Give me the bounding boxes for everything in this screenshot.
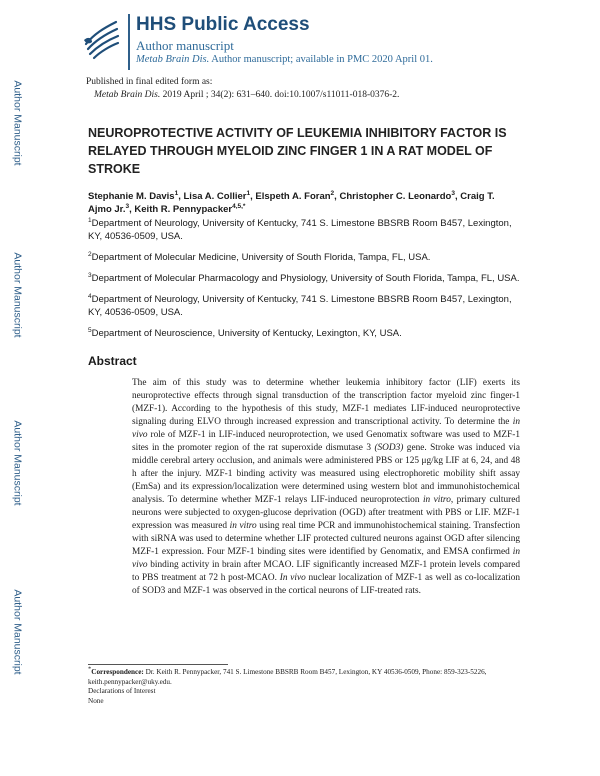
author-list: Stephanie M. Davis$^1$, Lisa A. Collier$^1$, Elspeth A. Foran$^2$, Christopher C. Leonardo$^3$, Craig T. Ajmo Jr.$^3$, Keith R. Pennypacker$^{4,5,*}$	[88, 189, 495, 215]
sidebar-label-author-manuscript: Author Manuscript	[12, 589, 24, 675]
affiliation: $^4$Department of Neurology, University of Kentucky, 741 S. Limestone BBSRB Room B457, Lexington, KY, 40536-0509, USA.	[88, 292, 512, 318]
publication-note: Published in final edited form as: Metab Brain Dis. 2019 April ; 34(2): 631–640. doi:10.1007/s11011-018-0376-2.	[86, 77, 400, 100]
citation: Metab Brain Dis. 2019 April ; 34(2): 631–640. doi:10.1007/s11011-018-0376-2.	[94, 90, 400, 100]
author-manuscript-label: Author manuscript	[136, 38, 234, 53]
declarations-of-interest: Declarations of Interest	[88, 687, 156, 695]
affiliation: $^3$Department of Molecular Pharmacology and Physiology, University of South Florida, Tampa, FL, USA.	[88, 271, 520, 284]
affiliation: $^1$Department of Neurology, University of Kentucky, 741 S. Limestone BBSRB Room B457, Lexington, KY, 40536-0509, USA.	[88, 216, 512, 242]
sidebar-label-author-manuscript: Author Manuscript	[12, 420, 24, 506]
abstract-body: The aim of this study was to determine whether leukemia inhibitory factor (LIF) exerts its neuroprotective effects through signal transduction of the transcription factor myeloid zinc finger-1 (MZF-1). According to the hypothesis of this study, MZF-1 mediates LIF-induced neuroprotective signaling during ELVO through increased expression and transcriptional activity. To determine the in vivo role of MZF-1 in LIF-induced neuroprotection, we used Genomatix software was used to MZF-1 sites in the promoter region of the rat superoxide dismutase 3 (SOD3) gene. Stroke was induced via middle cerebral artery occlusion, and animals were administered PBS or 125 μg/kg LIF at 6, 24, and 48 h after the injury. MZF-1 binding activity was measured using electrophoretic mobility shift assay (EmSa) and its expression/localization were determined using western blot and immunohistochemical analysis. To determine whether MZF-1 relays LIF-induced neuroprotection in vitro, primary cultured neurons were subjected to oxygen-glucose deprivation (OGD) after treatment with PBS or LIF. MZF-1 expression was measured in vitro using real time PCR and immunohistochemical staining. Transfection with siRNA was used to determine whether LIF protected cultured neurons against OGD after silencing MZF-1 expression. Four MZF-1 binding sites were identified by Genomatix, and EMSA confirmed in vivo binding activity in brain after MCAO. LIF significantly increased MZF-1 protein levels compared to PBS treatment at 72 h post-MCAO. In vivo nuclear localization of MZF-1 as well as co-localization of SOD3 and MZF-1 was observed in the cortical neurons of LIF-treated rats.	[132, 378, 521, 597]
article-content	[88, 124, 520, 608]
correspondence-footnote: *Correspondence: Dr. Keith R. Pennypacker, 741 S. Limestone BBSRB Room B457, Lexington, KY 40536-0509, Phone: 859-323-5226, keith.pennypacker@uky.edu. Declarations of Interest None	[88, 668, 518, 706]
sidebar-label-author-manuscript: Author Manuscript	[12, 80, 24, 166]
sidebar-label-author-manuscript: Author Manuscript	[12, 252, 24, 338]
abstract-heading: Abstract	[88, 354, 137, 368]
affiliation: $^5$Department of Neuroscience, University of Kentucky, Lexington, KY, USA.	[88, 326, 402, 339]
article-title: NEUROPROTECTIVE ACTIVITY OF LEUKEMIA INHIBITORY FACTOR IS RELAYED THROUGH MYELOID ZINC FINGER 1 IN A RAT MODEL OF STROKE	[88, 126, 507, 176]
footnote-divider	[88, 664, 228, 665]
hhs-header	[80, 14, 580, 70]
declarations-none: None	[88, 696, 104, 705]
availability-line: Metab Brain Dis. Author manuscript; available in PMC 2020 April 01.	[136, 54, 433, 65]
affiliation: $^2$Department of Molecular Medicine, University of South Florida, Tampa, FL, USA.	[88, 250, 431, 263]
header-divider	[128, 14, 130, 70]
hhs-public-access-title: HHS Public Access	[136, 14, 310, 35]
hhs-eagle-logo-icon	[80, 14, 122, 62]
